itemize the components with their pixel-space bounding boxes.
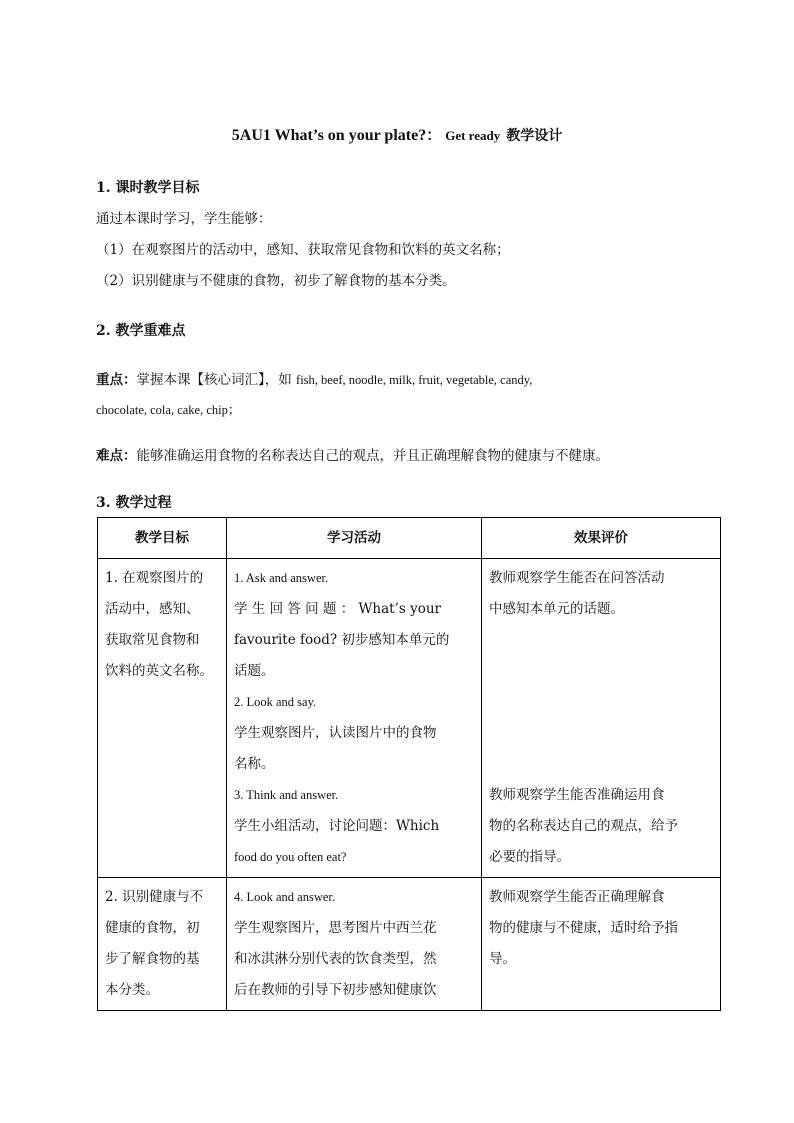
title-main: 5AU1 What’s on your plate? bbox=[231, 127, 427, 144]
goal-cell bbox=[98, 559, 227, 878]
table-header-row bbox=[98, 518, 721, 559]
header-activity: 学习活动 bbox=[227, 518, 482, 559]
evaluation-line: 物的名称表达自己的观点，给予 bbox=[489, 818, 678, 834]
activity-title: 2. Look and say. bbox=[234, 695, 317, 709]
teaching-process-table bbox=[97, 517, 721, 1011]
goal-line: 饮料的英文名称。 bbox=[105, 663, 213, 679]
activity-title: 4. Look and answer. bbox=[234, 890, 336, 904]
activity-line: favourite food? 初步感知本单元的 bbox=[234, 632, 450, 648]
difficult-text: 能够准确运用食物的名称表达自己的观点，并且正确理解食物的健康与不健康。 bbox=[136, 448, 609, 464]
activity-title: 3. Think and answer. bbox=[234, 788, 339, 802]
section1-item-2: （2）识别健康与不健康的食物，初步了解食物的基本分类。 bbox=[96, 273, 456, 289]
table-row bbox=[98, 878, 721, 1011]
activity-cell bbox=[227, 878, 482, 1011]
goal-line: 本分类。 bbox=[105, 982, 159, 998]
activity-cell bbox=[227, 559, 482, 878]
activity-line: 学 生 回 答 问 题 ： What’s your bbox=[234, 601, 441, 617]
evaluation-line: 必要的指导。 bbox=[489, 849, 570, 865]
goal-line: 2. 识别健康与不 bbox=[105, 889, 204, 905]
difficult-points-line bbox=[96, 444, 609, 464]
title-sub: Get ready bbox=[445, 128, 501, 143]
header-goal: 教学目标 bbox=[98, 518, 227, 559]
goal-cell bbox=[98, 878, 227, 1011]
goal-line: 步了解食物的基 bbox=[105, 951, 200, 967]
section2-heading: 2. 教学重难点 bbox=[96, 323, 186, 339]
header-evaluation: 效果评价 bbox=[482, 518, 721, 559]
evaluation-line: 教师观察学生能否准确运用食 bbox=[489, 787, 665, 803]
activity-line: 名称。 bbox=[234, 756, 275, 772]
title-colon: ： bbox=[426, 126, 442, 144]
activity-line: 学生观察图片，思考图片中西兰花 bbox=[234, 920, 437, 936]
activity-line: 话题。 bbox=[234, 663, 275, 679]
goal-line: 活动中，感知、 bbox=[105, 601, 200, 617]
evaluation-line: 中感知本单元的话题。 bbox=[489, 601, 624, 617]
activity-line: 学生观察图片，认读图片中的食物 bbox=[234, 725, 437, 741]
section1-item-1: （1）在观察图片的活动中，感知、获取常见食物和饮料的英文名称； bbox=[96, 242, 510, 258]
activity-line: 和冰淇淋分别代表的饮食类型，然 bbox=[234, 951, 437, 967]
activity-line: food do you often eat? bbox=[234, 850, 347, 864]
activity-line: 学生小组活动，讨论问题：Which bbox=[234, 818, 440, 834]
evaluation-cell bbox=[482, 878, 721, 1011]
evaluation-spacer bbox=[489, 625, 714, 687]
key-words-2: chocolate, cola, cake, chip； bbox=[96, 403, 241, 417]
key-points-line bbox=[96, 368, 532, 388]
table-row bbox=[98, 559, 721, 878]
evaluation-spacer bbox=[489, 718, 714, 780]
activity-line: 后在教师的引导下初步感知健康饮 bbox=[234, 982, 437, 998]
evaluation-line: 物的健康与不健康，适时给予指 bbox=[489, 920, 678, 936]
evaluation-line: 教师观察学生能否正确理解食 bbox=[489, 889, 665, 905]
key-label: 重点： bbox=[96, 372, 137, 388]
evaluation-line: 导。 bbox=[489, 951, 516, 967]
section1-intro: 通过本课时学习，学生能够： bbox=[96, 211, 272, 227]
activity-title: 1. Ask and answer. bbox=[234, 571, 329, 585]
evaluation-spacer bbox=[489, 687, 714, 718]
section1-heading: 1. 课时教学目标 bbox=[96, 180, 200, 196]
goal-line: 1. 在观察图片的 bbox=[105, 570, 204, 586]
evaluation-cell bbox=[482, 559, 721, 878]
evaluation-line: 教师观察学生能否在问答活动 bbox=[489, 570, 665, 586]
document-title bbox=[0, 124, 794, 145]
key-text: 掌握本课【核心词汇】，如 bbox=[136, 372, 297, 388]
difficult-label: 难点： bbox=[96, 448, 137, 464]
goal-line: 健康的食物，初 bbox=[105, 920, 200, 936]
section3-heading: 3. 教学过程 bbox=[96, 495, 172, 511]
key-words-1: fish, beef, noodle, milk, fruit, vegetable, candy, bbox=[296, 373, 533, 387]
goal-line: 获取常见食物和 bbox=[105, 632, 200, 648]
title-suffix: 教学设计 bbox=[506, 128, 563, 144]
